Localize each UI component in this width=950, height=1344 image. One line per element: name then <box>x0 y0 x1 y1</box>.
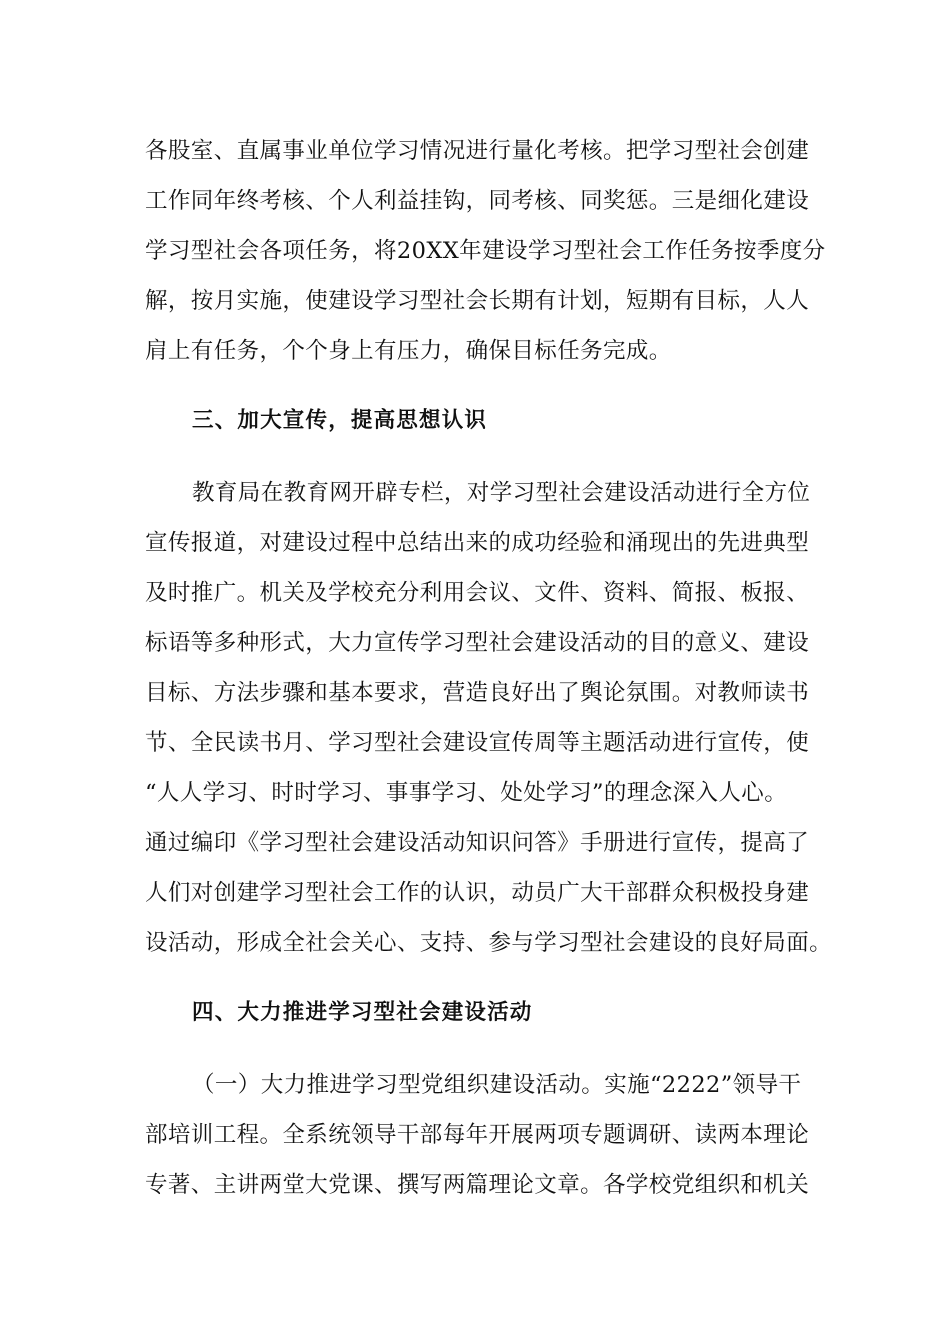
paragraph-line: 专著、主讲两堂大党课、撰写两篇理论文章。各学校党组织和机关 <box>145 1172 810 1198</box>
paragraph-line: 人们对创建学习型社会工作的认识，动员广大干部群众积极投身建 <box>145 880 810 906</box>
paragraph-line: （一）大力推进学习型党组织建设活动。实施“2222”领导干 <box>192 1072 802 1098</box>
paragraph-line: 部培训工程。全系统领导干部每年开展两项专题调研、读两本理论 <box>145 1122 810 1148</box>
paragraph-line: 设活动，形成全社会关心、支持、参与学习型社会建设的良好局面。 <box>145 930 833 956</box>
paragraph-line: 宣传报道，对建设过程中总结出来的成功经验和涌现出的先进典型 <box>145 530 810 556</box>
paragraph-line: “人人学习、时时学习、事事学习、处处学习”的理念深入人心。 <box>145 780 788 806</box>
paragraph-line: 节、全民读书月、学习型社会建设宣传周等主题活动进行宣传，使 <box>145 730 810 756</box>
paragraph-line: 通过编印《学习型社会建设活动知识问答》手册进行宣传，提高了 <box>145 830 810 856</box>
paragraph-line: 解，按月实施，使建设学习型社会长期有计划，短期有目标，人人 <box>145 288 810 314</box>
section-heading: 三、加大宣传，提高思想认识 <box>192 408 488 433</box>
paragraph-line: 肩上有任务，个个身上有压力，确保目标任务完成。 <box>145 338 672 364</box>
paragraph-line: 目标、方法步骤和基本要求，营造良好出了舆论氛围。对教师读书 <box>145 680 810 706</box>
section-heading: 四、大力推进学习型社会建设活动 <box>192 1000 533 1025</box>
paragraph-line: 工作同年终考核、个人利益挂钩，同考核、同奖惩。三是细化建设 <box>145 188 810 214</box>
paragraph-line: 学习型社会各项任务，将20XX年建设学习型社会工作任务按季度分 <box>145 238 826 264</box>
paragraph-line: 各股室、直属事业单位学习情况进行量化考核。把学习型社会创建 <box>145 138 810 164</box>
paragraph-line: 及时推广。机关及学校充分利用会议、文件、资料、简报、板报、 <box>145 580 810 606</box>
paragraph-line: 标语等多种形式，大力宣传学习型社会建设活动的目的意义、建设 <box>145 630 810 656</box>
paragraph-line: 教育局在教育网开辟专栏，对学习型社会建设活动进行全方位 <box>192 480 811 506</box>
